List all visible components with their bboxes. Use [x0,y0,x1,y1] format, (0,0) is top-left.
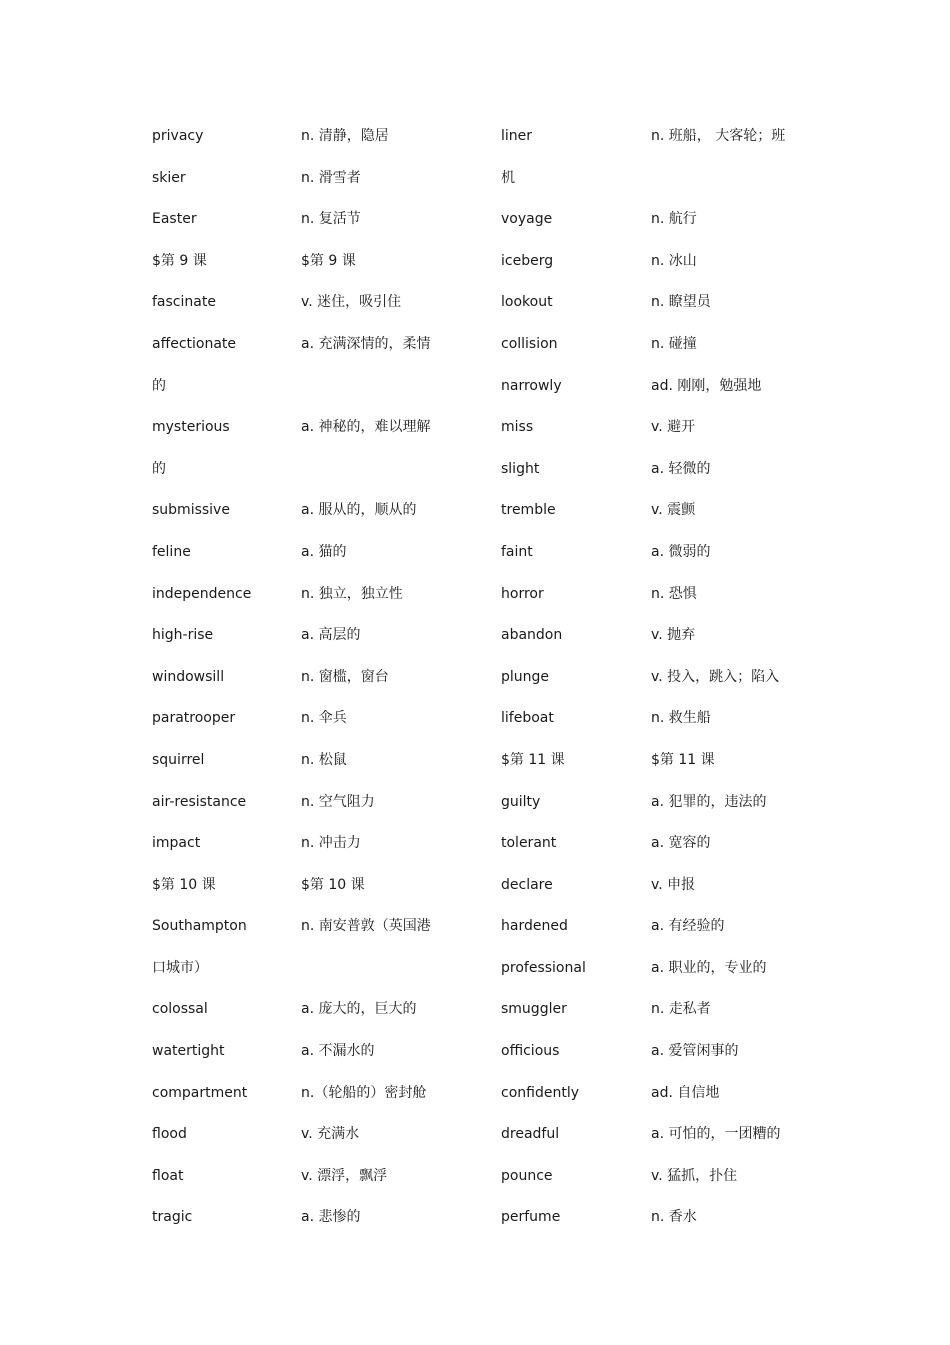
vocab-meaning: n. 航行 [651,211,697,228]
vocab-meaning: ad. 自信地 [651,1084,720,1101]
vocab-meaning: $第 11 课 [651,751,715,768]
vocab-word: lookout [501,294,553,311]
vocab-meaning: a. 悲惨的 [301,1209,361,1226]
vocab-meaning: a. 职业的，专业的 [651,959,767,976]
vocab-word: 的 [152,377,166,394]
vocab-word: flood [152,1126,187,1143]
vocab-word: submissive [152,502,230,519]
vocab-row [152,207,492,249]
vocab-row [501,1205,821,1247]
vocab-word: declare [501,876,553,893]
vocab-row [501,415,821,457]
vocab-word: high-rise [152,627,214,644]
vocab-meaning: n. 冲击力 [301,835,361,852]
vocab-word: tolerant [501,835,557,852]
vocab-word: guilty [501,793,541,810]
vocab-row [501,290,821,332]
vocab-word: air-resistance [152,793,247,810]
vocab-row [501,457,821,499]
vocab-meaning: a. 猫的 [301,543,347,560]
vocab-meaning: a. 可怕的，一团糟的 [651,1126,781,1143]
vocab-meaning: a. 充满深情的，柔情 [301,335,431,352]
vocab-word: watertight [152,1043,225,1060]
vocab-meaning: a. 宽容的 [651,835,711,852]
vocab-word: $第 11 课 [501,751,565,768]
vocab-word: dreadful [501,1126,560,1143]
vocab-word: $第 9 课 [152,252,207,269]
vocab-row [152,415,492,457]
vocab-row [501,1039,821,1081]
vocab-meaning: v. 避开 [651,419,696,436]
vocab-meaning: n. 南安普敦（英国港 [301,918,431,935]
vocab-row [152,374,492,416]
vocab-word: perfume [501,1209,561,1226]
vocab-meaning: $第 10 课 [301,876,365,893]
vocab-word: windowsill [152,668,225,685]
vocab-row [152,582,492,624]
vocab-word: plunge [501,668,550,685]
vocab-word: iceberg [501,252,554,269]
vocab-row [152,748,492,790]
vocab-meaning: v. 迷住，吸引住 [301,294,402,311]
vocab-word: tragic [152,1209,193,1226]
vocab-row [501,1164,821,1206]
vocab-row [152,623,492,665]
vocab-meaning: n. 复活节 [301,211,361,228]
left-vocabulary-column [152,124,492,1247]
vocab-meaning: n. 空气阻力 [301,793,375,810]
vocab-row [501,374,821,416]
vocab-row [501,1122,821,1164]
vocab-meaning: n. 松鼠 [301,751,347,768]
vocab-row [152,997,492,1039]
vocab-row [501,914,821,956]
vocab-row [152,914,492,956]
vocab-row [152,790,492,832]
vocab-row [152,166,492,208]
vocab-word: affectionate [152,335,237,352]
vocab-word: impact [152,835,201,852]
vocab-row [152,332,492,374]
vocab-meaning: a. 神秘的，难以理解 [301,419,431,436]
vocab-row [501,997,821,1039]
vocab-meaning: n. 救生船 [651,710,711,727]
vocab-meaning: a. 庞大的，巨大的 [301,1001,417,1018]
vocab-word: $第 10 课 [152,876,216,893]
vocab-meaning: n.（轮船的）密封舱 [301,1084,427,1101]
vocab-row [152,1122,492,1164]
vocab-word: colossal [152,1001,208,1018]
vocab-word: tremble [501,502,556,519]
vocab-row [152,956,492,998]
vocab-meaning: a. 微弱的 [651,543,711,560]
vocab-meaning: n. 碰撞 [651,335,697,352]
vocab-word: pounce [501,1167,553,1184]
vocab-row [501,540,821,582]
right-vocabulary-column [501,124,821,1247]
vocab-row [501,706,821,748]
vocab-row [152,665,492,707]
vocab-word: privacy [152,128,204,144]
vocab-meaning: n. 香水 [651,1209,697,1226]
vocab-row [152,1081,492,1123]
vocab-row [152,290,492,332]
vocab-row [501,166,821,208]
vocab-word: compartment [152,1084,248,1101]
vocab-row [501,748,821,790]
vocab-word: 机 [501,169,515,186]
vocab-meaning: ad. 刚刚，勉强地 [651,377,762,394]
vocab-word: smuggler [501,1001,567,1018]
vocab-meaning: n. 走私者 [651,1001,711,1018]
vocab-word: voyage [501,211,553,228]
vocab-row [501,665,821,707]
vocab-word: fascinate [152,294,216,311]
vocab-word: collision [501,335,558,352]
vocab-meaning: a. 高层的 [301,627,361,644]
vocab-row [501,332,821,374]
vocab-row [152,249,492,291]
vocab-word: confidently [501,1084,579,1101]
vocab-row [501,207,821,249]
vocab-row [152,540,492,582]
vocab-meaning: v. 震颤 [651,502,696,519]
vocab-word: slight [501,460,540,477]
vocab-word: liner [501,128,533,144]
vocab-meaning: v. 漂浮，飘浮 [301,1167,388,1184]
vocab-word: officious [501,1043,560,1060]
vocab-meaning: n. 独立，独立性 [301,585,403,602]
vocab-row [501,582,821,624]
vocab-meaning: n. 班船， 大客轮；班 [651,128,786,144]
vocab-row [501,124,821,166]
vocab-word: 口城市） [152,959,208,976]
vocab-word: feline [152,543,191,560]
vocab-word: squirrel [152,751,205,768]
vocab-meaning: n. 恐惧 [651,585,697,602]
vocab-row [152,873,492,915]
vocab-word: 的 [152,460,166,477]
vocab-word: faint [501,543,533,560]
vocab-meaning: n. 清静，隐居 [301,128,389,144]
vocab-meaning: a. 爱管闲事的 [651,1043,739,1060]
vocab-word: lifeboat [501,710,554,727]
vocab-row [152,831,492,873]
vocab-word: horror [501,585,544,602]
vocab-meaning: v. 抛弃 [651,627,696,644]
vocab-row [152,457,492,499]
vocab-row [152,1164,492,1206]
vocab-meaning: v. 充满水 [301,1126,360,1143]
vocab-word: miss [501,419,534,436]
vocab-word: professional [501,959,586,976]
vocab-word: mysterious [152,419,230,436]
vocab-meaning: n. 冰山 [651,252,697,269]
vocab-row [501,873,821,915]
vocab-word: Southampton [152,918,247,935]
vocab-meaning: a. 不漏水的 [301,1043,375,1060]
vocab-meaning: n. 滑雪者 [301,169,361,186]
vocab-row [152,706,492,748]
vocab-meaning: $第 9 课 [301,252,356,269]
vocab-row [501,623,821,665]
vocab-meaning: a. 犯罪的，违法的 [651,793,767,810]
vocab-meaning: v. 猛抓，扑住 [651,1167,738,1184]
vocab-row [152,1205,492,1247]
vocab-meaning: n. 瞭望员 [651,294,711,311]
vocab-meaning: v. 申报 [651,876,696,893]
vocab-row [152,498,492,540]
vocab-meaning: a. 轻微的 [651,460,711,477]
vocab-word: paratrooper [152,710,236,727]
vocab-row [501,498,821,540]
vocab-meaning: a. 有经验的 [651,918,725,935]
vocab-row [152,1039,492,1081]
vocab-meaning: v. 投入，跳入；陷入 [651,668,780,685]
vocab-row [501,249,821,291]
vocab-word: float [152,1167,184,1184]
vocab-word: skier [152,169,186,186]
vocab-word: independence [152,585,252,602]
vocab-meaning: n. 窗槛，窗台 [301,668,389,685]
vocab-row [501,790,821,832]
vocab-row [501,831,821,873]
vocab-row [152,124,492,166]
vocab-meaning: n. 伞兵 [301,710,347,727]
vocab-meaning: a. 服从的，顺从的 [301,502,417,519]
vocab-row [501,956,821,998]
vocab-row [501,1081,821,1123]
vocab-word: Easter [152,211,197,228]
vocab-word: narrowly [501,377,562,394]
vocab-word: hardened [501,918,568,935]
vocab-word: abandon [501,627,563,644]
